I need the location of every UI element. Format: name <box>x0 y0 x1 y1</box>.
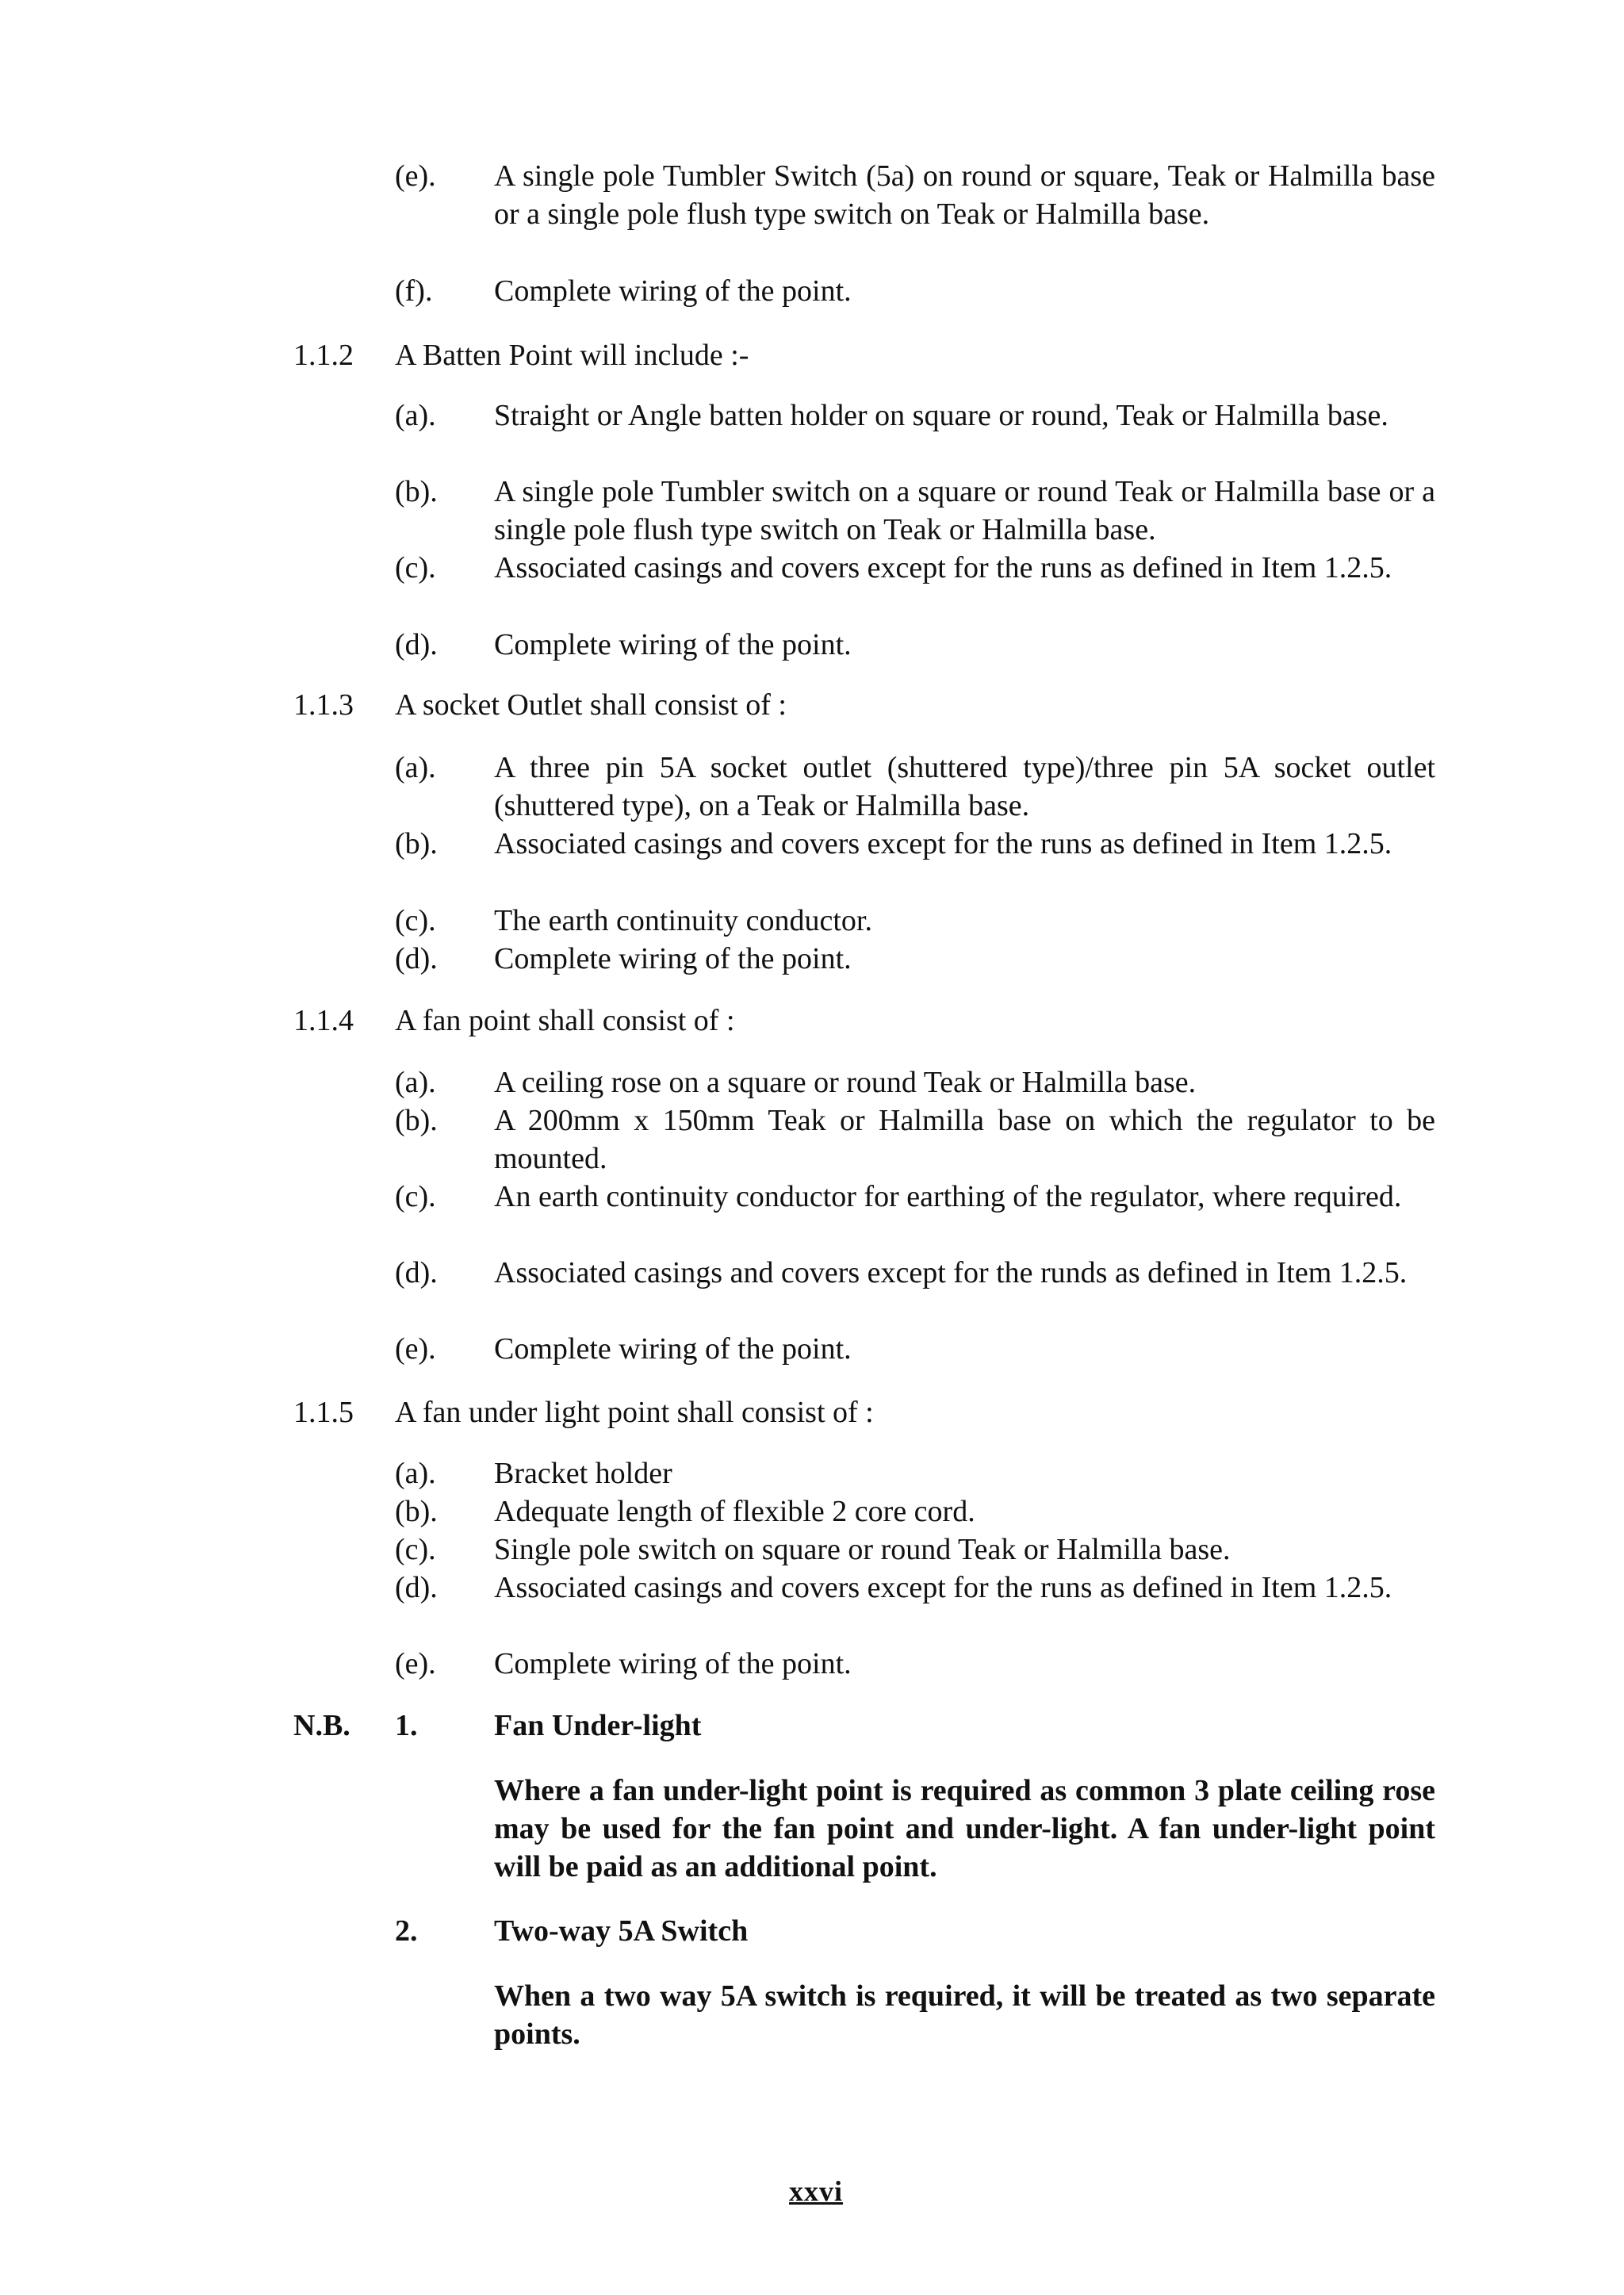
section-number: 1.1.4 <box>293 1004 354 1037</box>
item-marker: (b). <box>395 1104 438 1137</box>
item-marker: (c). <box>395 551 436 584</box>
note-title: Fan Under-light <box>494 1709 702 1742</box>
item-marker: (c). <box>395 1180 436 1213</box>
item-marker: (b). <box>395 827 438 860</box>
item-text: Complete wiring of the point. <box>494 628 852 661</box>
item-marker: (d). <box>395 1571 438 1604</box>
item-marker: (e). <box>395 159 436 193</box>
section-number: 1.1.2 <box>293 339 354 372</box>
note-text: When a two way 5A switch is required, it will be treated as two separate points. <box>494 1979 1435 2051</box>
item-text: Adequate length of flexible 2 core cord. <box>494 1495 975 1528</box>
item-marker: (d). <box>395 942 438 975</box>
item-text: Complete wiring of the point. <box>494 1647 852 1680</box>
item-text: Bracket holder <box>494 1457 672 1490</box>
item-text: A single pole Tumbler switch on a square or round Teak or Halmilla base or a single pole flush type switch on Teak or Halmilla base. <box>494 475 1435 546</box>
item-text: An earth continuity conductor for earthing of the regulator, where required. <box>494 1180 1402 1213</box>
item-text: Associated casings and covers except for the runds as defined in Item 1.2.5. <box>494 1256 1408 1289</box>
item-text: Associated casings and covers except for the runs as defined in Item 1.2.5. <box>494 1571 1392 1604</box>
nb-label: N.B. <box>293 1709 350 1742</box>
item-marker: (b). <box>395 475 438 508</box>
item-text: Complete wiring of the point. <box>494 1332 852 1366</box>
item-marker: (f). <box>395 274 433 308</box>
item-text: The earth continuity conductor. <box>494 904 872 937</box>
note-number: 1. <box>395 1709 418 1742</box>
item-marker: (a). <box>395 1066 436 1099</box>
item-marker: (a). <box>395 1457 436 1490</box>
item-text: Straight or Angle batten holder on square or round, Teak or Halmilla base. <box>494 399 1388 432</box>
item-marker: (b). <box>395 1495 438 1528</box>
item-text: Associated casings and covers except for the runs as defined in Item 1.2.5. <box>494 827 1392 860</box>
item-marker: (c). <box>395 1533 436 1566</box>
note-text: Where a fan under-light point is required as common 3 plate ceiling rose may be used for the fan point and under-light. A fan under-light point will be paid as an additional point. <box>494 1774 1435 1883</box>
item-text: A three pin 5A socket outlet (shuttered type)/three pin 5A socket outlet (shuttered type), on a Teak or Halmilla base. <box>494 751 1435 822</box>
item-marker: (a). <box>395 399 436 432</box>
item-text: Complete wiring of the point. <box>494 942 852 975</box>
item-text: A single pole Tumbler Switch (5a) on round or square, Teak or Halmilla base or a single pole flush type switch on Teak or Halmilla base. <box>494 159 1435 231</box>
item-text: Associated casings and covers except for the runs as defined in Item 1.2.5. <box>494 551 1392 584</box>
item-marker: (d). <box>395 1256 438 1289</box>
note-title: Two-way 5A Switch <box>494 1914 749 1948</box>
page-number: xxvi <box>789 2175 844 2207</box>
section-number: 1.1.3 <box>293 688 354 722</box>
item-text: Complete wiring of the point. <box>494 274 852 308</box>
item-marker: (d). <box>395 628 438 661</box>
section-number: 1.1.5 <box>293 1396 354 1429</box>
section-heading: A socket Outlet shall consist of : <box>395 688 787 722</box>
item-text: A ceiling rose on a square or round Teak or Halmilla base. <box>494 1066 1197 1099</box>
section-heading: A fan under light point shall consist of : <box>395 1396 874 1429</box>
section-heading: A fan point shall consist of : <box>395 1004 735 1037</box>
item-marker: (c). <box>395 904 436 937</box>
section-heading: A Batten Point will include :- <box>395 339 749 372</box>
note-number: 2. <box>395 1914 418 1948</box>
item-marker: (a). <box>395 751 436 784</box>
item-marker: (e). <box>395 1332 436 1366</box>
item-text: Single pole switch on square or round Teak or Halmilla base. <box>494 1533 1231 1566</box>
item-marker: (e). <box>395 1647 436 1680</box>
item-text: A 200mm x 150mm Teak or Halmilla base on which the regulator to be mounted. <box>494 1104 1435 1175</box>
